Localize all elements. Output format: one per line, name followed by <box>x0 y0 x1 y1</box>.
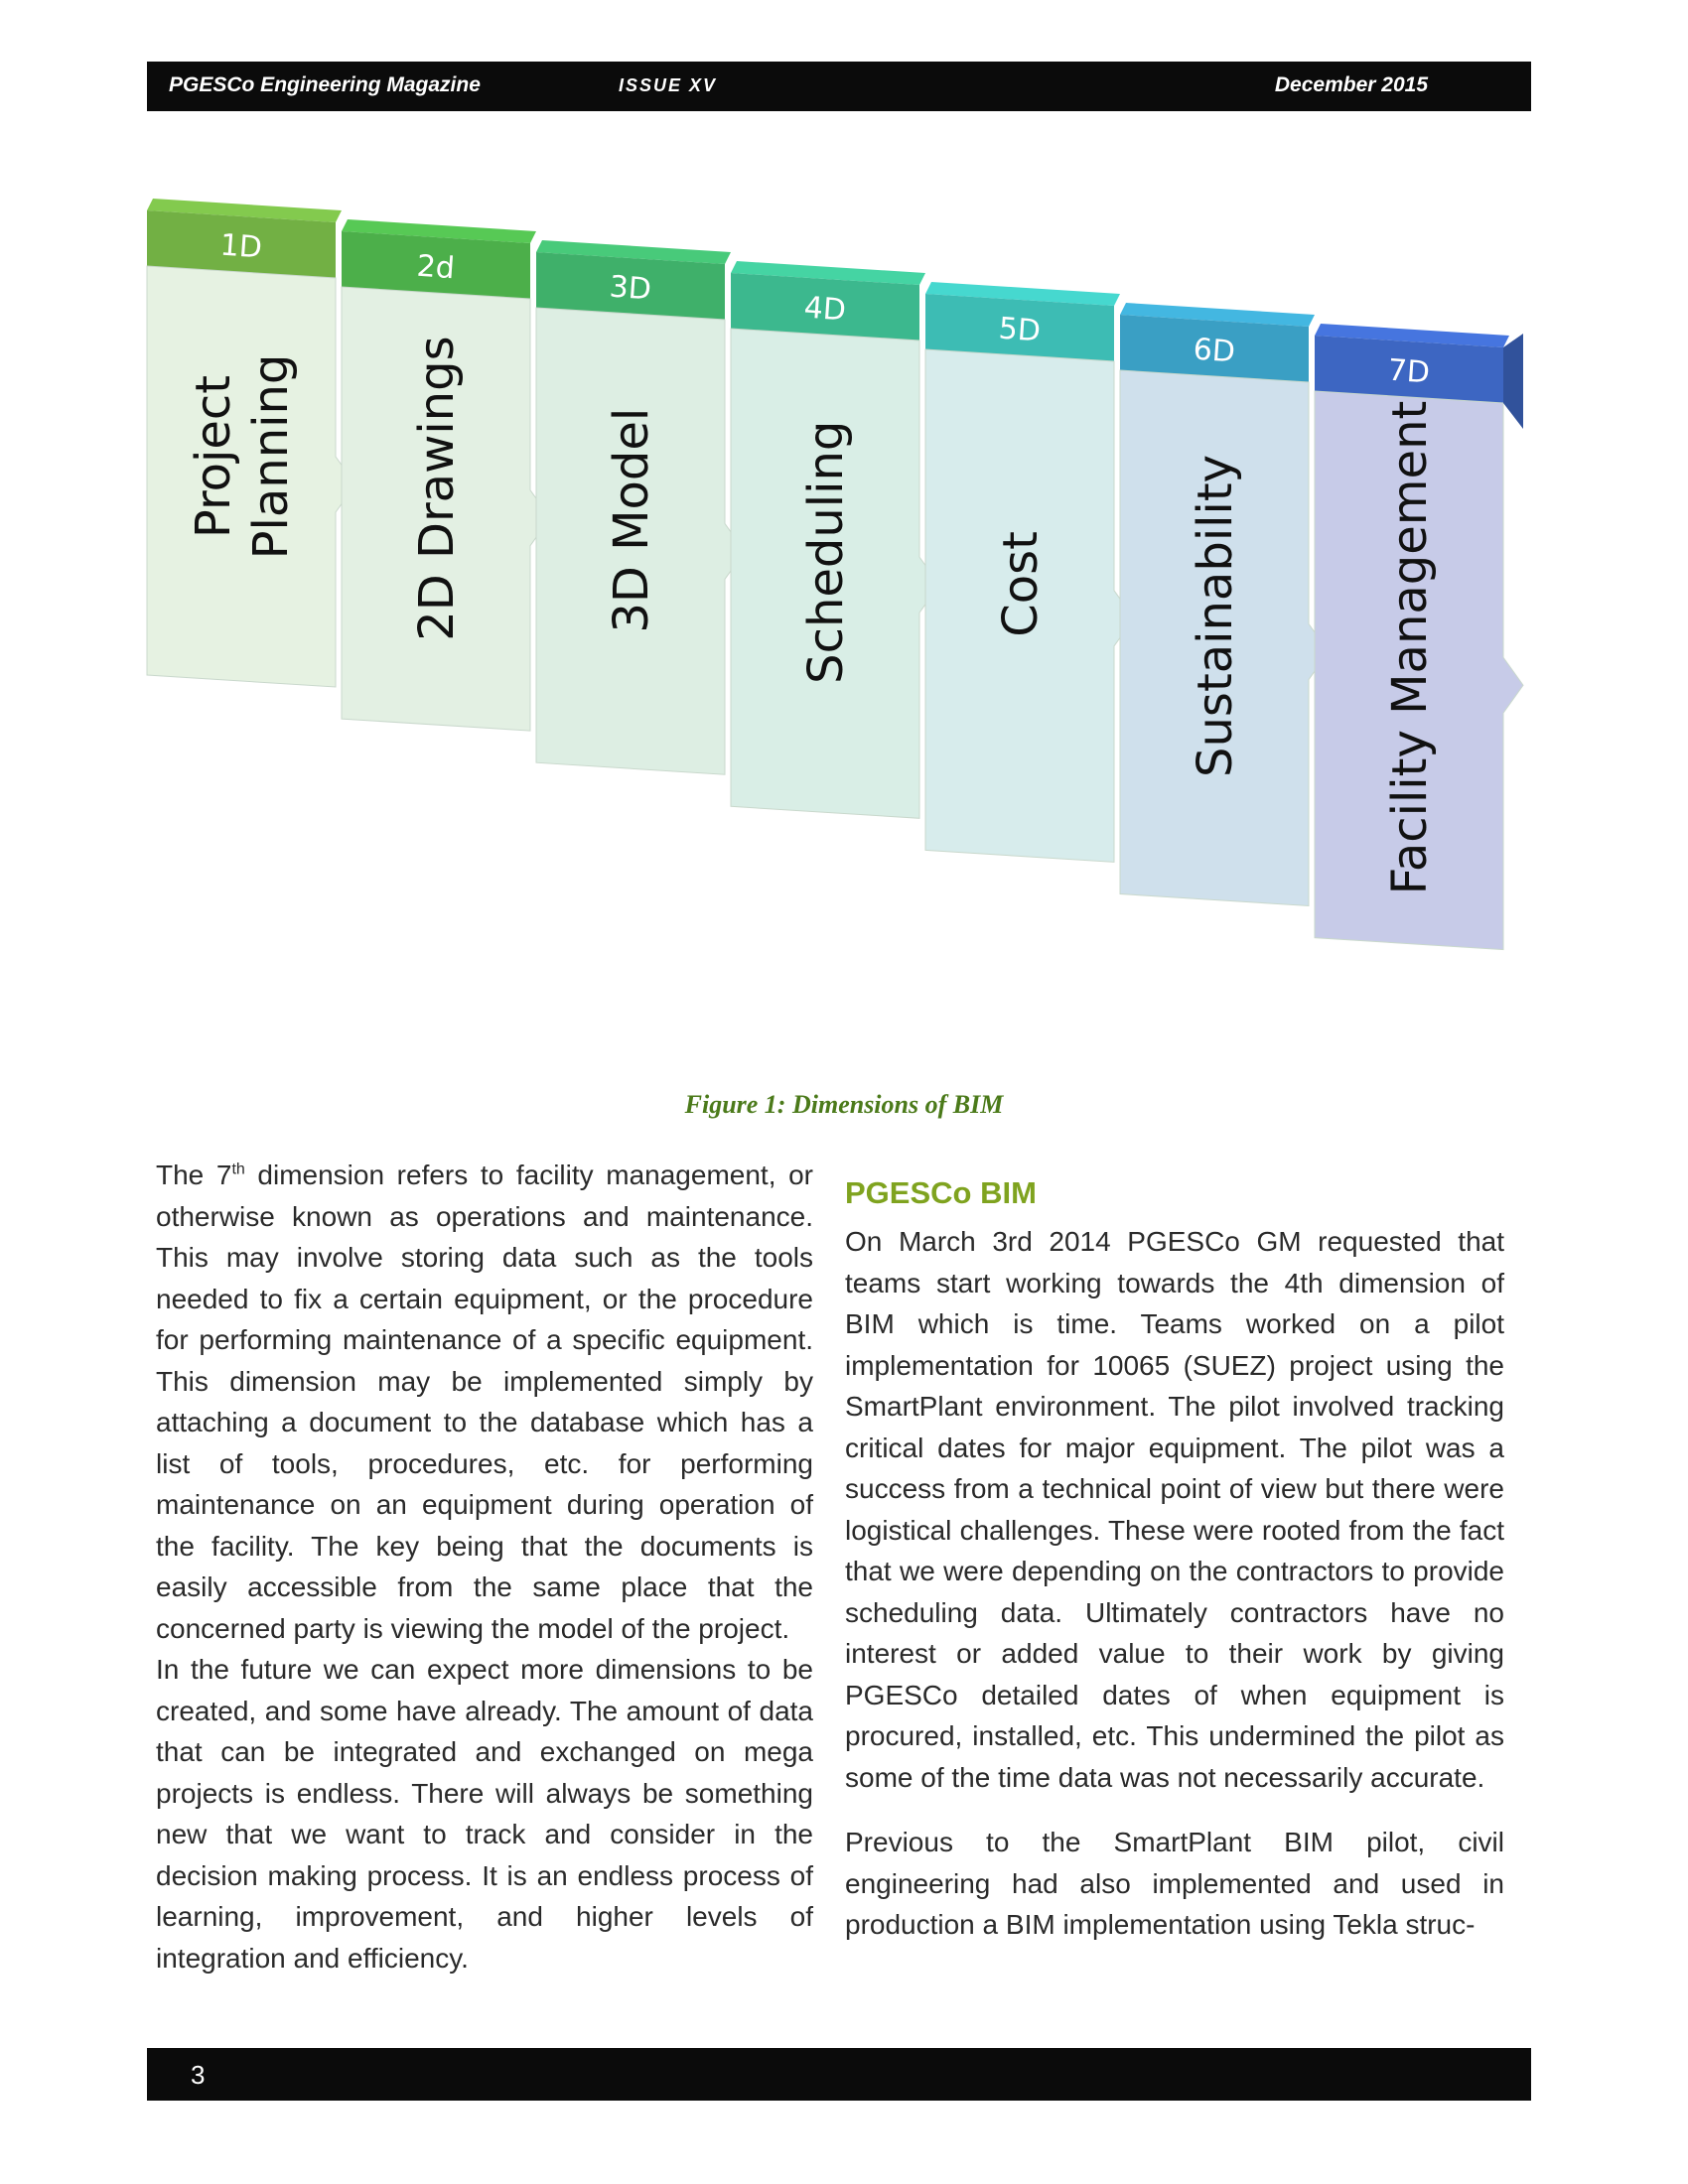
dimension-tab-label: 2d <box>415 248 457 287</box>
paragraph-tekla: Previous to the SmartPlant BIM pilot, civil engineering had also implemented and used in production a BIM implementation using Tekla struc- <box>845 1827 1504 1940</box>
paragraph-future-dimensions: In the future we can expect more dimensions to be created, and some have already. The amount of data that can be integrated and exchanged on mega projects is endless. There will always be something new that we want to track and consider in the decision making process. It is an endless process of learning, improvement, and higher levels of integration and efficiency. <box>156 1654 813 1974</box>
dimension-tab-label: 6D <box>1192 332 1237 370</box>
dimension-column <box>536 240 745 774</box>
dimension-column <box>1315 324 1523 950</box>
dimension-label: Planning <box>243 353 299 560</box>
dimension-tab-label: 3D <box>608 269 653 308</box>
figure-caption: Figure 1: Dimensions of BIM <box>684 1090 1004 1119</box>
dimension-label: Facility Management <box>1382 400 1438 895</box>
bim-dimensions-diagram <box>139 189 1559 1082</box>
section-heading-pgesco-bim: PGESCo BIM <box>845 1175 1037 1210</box>
page-number: 3 <box>191 2060 206 2090</box>
dimension-tab-label: 4D <box>802 290 848 329</box>
magazine-header-bar <box>147 62 1531 111</box>
dimension-label: 2D Drawings <box>409 336 465 641</box>
dimension-column <box>147 199 355 687</box>
dimension-label: 3D Model <box>604 407 659 633</box>
dimension-tab-label: 5D <box>997 311 1043 349</box>
right-column <box>845 1171 1504 1946</box>
magazine-title: PGESCo Engineering Magazine <box>169 73 481 96</box>
paragraph-pilot: On March 3rd 2014 PGESCo GM requested that teams start working towards the 4th dimension of BIM which is time. Teams worked on a pilot implementation for 10065 (SUEZ) project using the SmartPlant environment. The pilot involved tracking critical dates for major equipment. The pilot was a success from a technical point of view but there were logistical challenges. These were rooted from the fact that we were depending on the contractors to provide scheduling data. Ultimately contractors have no interest or added value to their work by giving PGESCo detailed dates of when equipment is procured, installed, etc. This undermined the pilot as some of the time data was not necessarily accurate. <box>845 1226 1504 1793</box>
dimension-label: Cost <box>993 530 1049 637</box>
paragraph-7th-dimension: The 7th dimension refers to facility management, or otherwise known as operations and maintenance. This may involve storing data such as the tools needed to fix a certain equipment, or the procedure for performing maintenance of a specific equipment. This dimension may be implemented simply by attaching a document to the database which has a list of tools, procedures, etc. for performing maintenance on an equipment during operation of the facility. The key being that the documents is easily accessible from the same place that the concerned party is viewing the model of the project. <box>156 1160 813 1644</box>
left-column <box>156 1155 813 1979</box>
dimension-tab-side <box>1503 334 1523 429</box>
dimension-tab-label: 7D <box>1386 352 1432 391</box>
dimension-column <box>925 282 1134 862</box>
dimension-label: Project <box>186 374 241 539</box>
issue-date: December 2015 <box>1274 73 1428 96</box>
dimension-label: Sustainability <box>1188 454 1243 777</box>
page-footer-bar <box>147 2048 1531 2101</box>
issue-label: ISSUE XV <box>619 75 718 95</box>
dimension-column <box>342 219 550 731</box>
dimension-label: Scheduling <box>798 420 854 684</box>
dimension-column <box>731 261 939 818</box>
bim-dimensions-figure <box>139 189 1559 1082</box>
dimension-column <box>1120 303 1329 906</box>
dimension-tab-label: 1D <box>218 227 264 266</box>
